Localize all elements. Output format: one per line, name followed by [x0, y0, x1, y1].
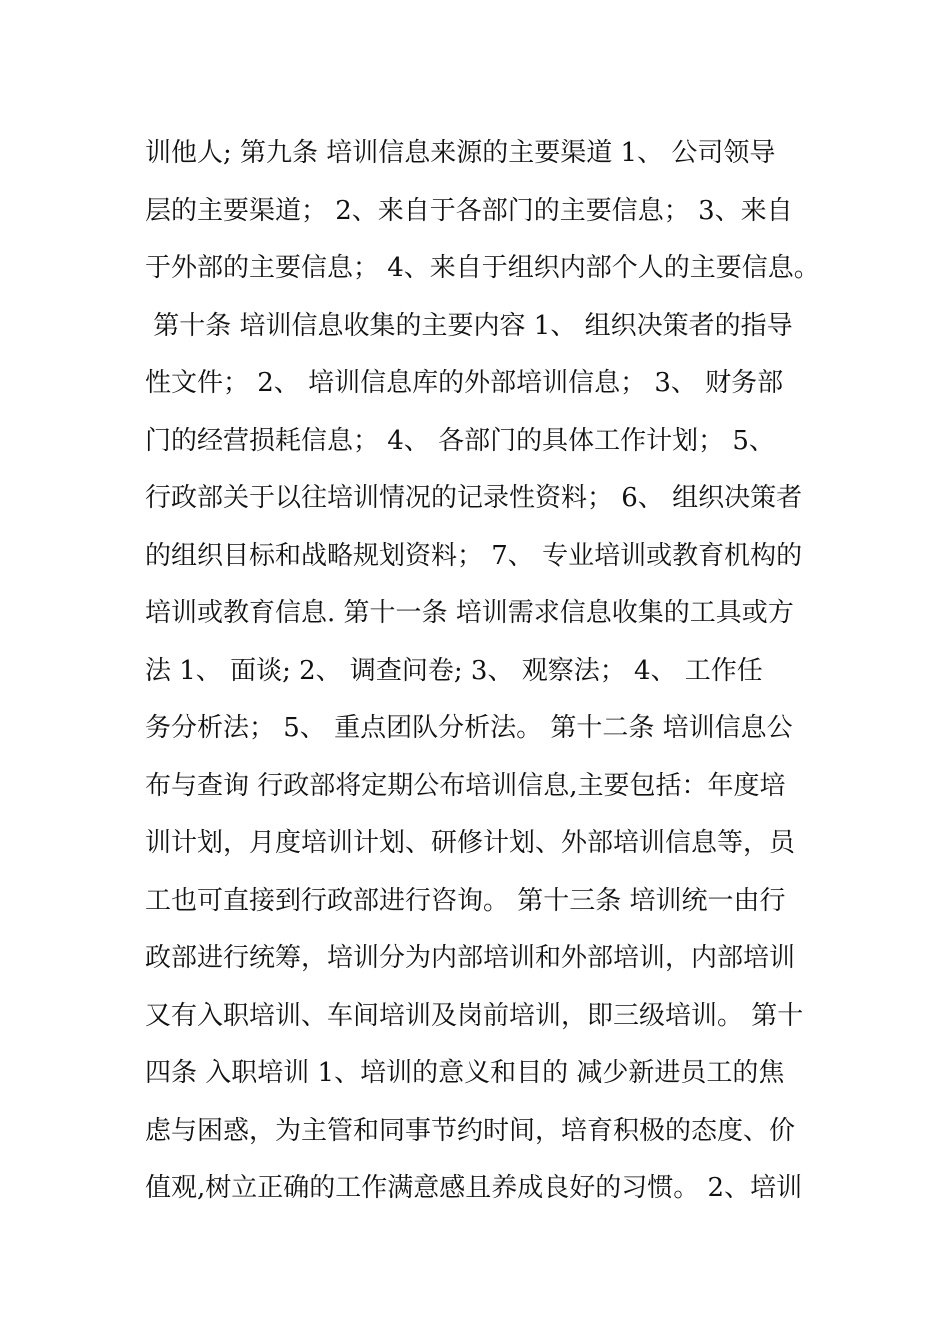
text-line: 性文件； 2、 培训信息库的外部培训信息； 3、 财务部 [145, 368, 784, 398]
text-line: 值观,树立正确的工作满意感且养成良好的习惯。 2、培训 [145, 1173, 803, 1203]
body-text [145, 130, 845, 1223]
text-line: 虑与困惑，为主管和同事节约时间，培育积极的态度、价 [145, 1115, 796, 1146]
text-line: 四条 入职培训 1、培训的意义和目的 减少新进员工的焦 [145, 1058, 785, 1088]
text-line: 法 1、 面谈; 2、 调查问卷; 3、 观察法； 4、 工作任 [145, 655, 763, 686]
text-line: 行政部关于以往培训情况的记录性资料； 6、 组织决策者 [145, 483, 803, 513]
text-line: 布与查询 行政部将定期公布培训信息,主要包括：年度培 [145, 770, 786, 801]
text-line: 层的主要渠道； 2、来自于各部门的主要信息； 3、来自 [145, 195, 793, 226]
text-line: 第十条 培训信息收集的主要内容 1、 组织决策者的指导 [145, 310, 793, 341]
text-line: 又有入职培训、车间培训及岗前培训，即三级培训。 第十 [145, 1000, 804, 1031]
text-line: 于外部的主要信息； 4、来自于组织内部个人的主要信息。 [145, 253, 820, 283]
text-line: 政部进行统筹，培训分为内部培训和外部培训，内部培训 [145, 943, 796, 973]
text-line: 训计划，月度培训计划、研修计划、外部培训信息等，员 [145, 828, 796, 858]
text-line: 的组织目标和战略规划资料； 7、 专业培训或教育机构的 [145, 540, 803, 571]
text-line: 工也可直接到行政部进行咨询。 第十三条 培训统一由行 [145, 885, 786, 916]
text-line: 培训或教育信息. 第十一条 培训需求信息收集的工具或方 [145, 598, 794, 628]
text-line: 务分析法； 5、 重点团队分析法。 第十二条 培训信息公 [145, 713, 793, 743]
text-line: 训他人; 第九条 培训信息来源的主要渠道 1、 公司领导 [145, 138, 776, 168]
text-line: 门的经营损耗信息； 4、 各部门的具体工作计划； 5、 [145, 425, 775, 456]
